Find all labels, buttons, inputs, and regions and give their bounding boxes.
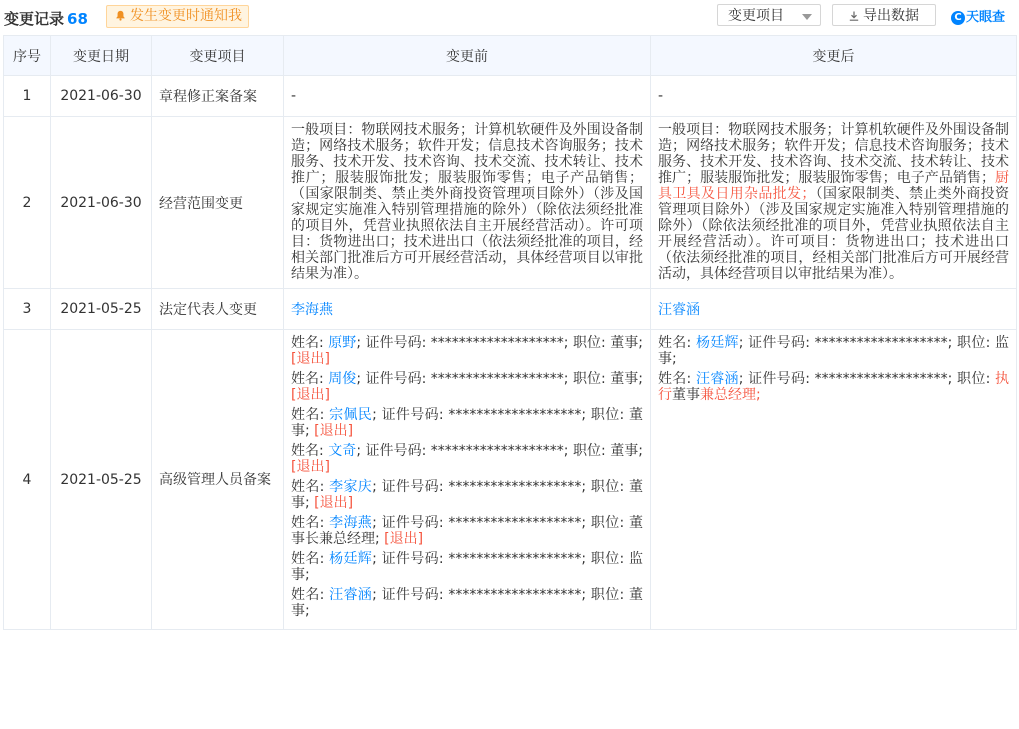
exit-tag: [退出]: [291, 351, 330, 367]
person-name-label: 姓名:: [291, 407, 330, 423]
added-role: 兼总经理;: [700, 387, 761, 403]
change-record-table: [3, 35, 1017, 630]
person-link[interactable]: 李家庆: [329, 479, 373, 495]
export-label: 导出数据: [863, 8, 919, 24]
person-link[interactable]: 杨廷辉: [695, 335, 739, 351]
person-link[interactable]: 李海燕: [291, 302, 333, 318]
exit-tag: [退出]: [291, 459, 330, 475]
person-entry: [658, 335, 1009, 367]
person-details: ; 证件号码: *******************; 职位:: [738, 335, 995, 351]
row-before: [284, 330, 651, 630]
row-index: 4: [4, 330, 51, 630]
topbar: [0, 0, 1019, 34]
person-name-label: 姓名:: [658, 371, 696, 387]
person-entry: [658, 371, 1009, 403]
person-name-label: 姓名:: [658, 335, 696, 351]
person-name-label: 姓名:: [291, 335, 329, 351]
after-text: 一般项目：物联网技术服务；计算机软硬件及外围设备制造；网络技术服务；软件开发；信息技术咨询服务；技术服务、技术开发、技术咨询、技术交流、技术转让、技术推广；服装服饰批发；服装服饰零售；电子产品销售；: [658, 122, 1009, 186]
person-details: ; 证件号码: *******************; 职位: 董事;: [356, 335, 644, 351]
person-link[interactable]: 宗佩民: [329, 407, 373, 423]
column-header-item: 变更项目: [152, 36, 284, 76]
person-details: ; 证件号码: *******************; 职位: 董事;: [291, 479, 643, 511]
person-details: ; 证件号码: *******************; 职位: 董事;: [291, 587, 643, 619]
row-before: -: [284, 76, 651, 117]
row-after: [651, 330, 1017, 630]
person-details: ; 证件号码: *******************; 职位: 董事;: [356, 371, 644, 387]
column-header-after: 变更后: [651, 36, 1017, 76]
brand-logo[interactable]: [951, 6, 1005, 25]
record-count: 68: [67, 10, 88, 28]
exit-tag: [退出]: [291, 387, 330, 403]
row-date: 2021-06-30: [51, 117, 152, 289]
brand-mark-icon: C: [951, 11, 965, 25]
row-after: [651, 289, 1017, 330]
person-link[interactable]: 原野: [328, 335, 357, 351]
person-link[interactable]: 李海燕: [329, 515, 373, 531]
person-entry: [291, 551, 643, 583]
column-header-before: 变更前: [284, 36, 651, 76]
brand-name: 天眼查: [966, 10, 1006, 25]
person-entry: [291, 371, 643, 403]
row-item: 高级管理人员备案: [152, 330, 284, 630]
row-item: 法定代表人变更: [152, 289, 284, 330]
notify-button[interactable]: [106, 5, 249, 28]
person-name-label: 姓名:: [291, 587, 330, 603]
column-header-date: 变更日期: [51, 36, 152, 76]
person-role: 监事;: [658, 335, 1009, 367]
table-row: [4, 289, 1017, 330]
person-link[interactable]: 周俊: [328, 371, 357, 387]
download-icon: [849, 11, 859, 21]
exit-tag: [退出]: [314, 495, 354, 511]
person-name-label: 姓名:: [291, 371, 329, 387]
person-link[interactable]: 汪睿涵: [658, 302, 700, 318]
person-details: ; 证件号码: *******************; 职位: 董事;: [356, 443, 644, 459]
person-entry: [291, 335, 643, 367]
chevron-down-icon: [802, 14, 812, 20]
row-index: 1: [4, 76, 51, 117]
person-link[interactable]: 汪睿涵: [329, 587, 373, 603]
table-header-row: [4, 36, 1017, 76]
row-index: 2: [4, 117, 51, 289]
person-details: ; 证件号码: *******************; 职位: 监事;: [291, 551, 643, 583]
row-item: 章程修正案备案: [152, 76, 284, 117]
person-name-label: 姓名:: [291, 443, 329, 459]
person-role: 董事: [672, 387, 700, 403]
exit-tag: [退出]: [384, 531, 424, 547]
exit-tag: [退出]: [314, 423, 354, 439]
person-entry: [291, 587, 643, 619]
added-text: 厨具卫具及日用杂品批发；: [658, 170, 1010, 202]
person-entry: [291, 515, 643, 547]
row-after: -: [651, 76, 1017, 117]
person-details: ; 证件号码: *******************; 职位: 董事长兼总经理;: [291, 515, 643, 547]
person-link[interactable]: 汪睿涵: [695, 371, 739, 387]
person-name-label: 姓名:: [291, 515, 330, 531]
section-title: [4, 8, 88, 29]
row-before: [284, 289, 651, 330]
table-row: [4, 117, 1017, 289]
person-link[interactable]: 杨廷辉: [329, 551, 373, 567]
section-title-text: 变更记录: [4, 10, 65, 28]
after-text: （国家限制类、禁止类外商投资管理项目除外）（涉及国家规定实施准入特别管理措施的除外）（除依法须经批准的项目外，凭营业执照依法自主开展经营活动）。许可项目：货物进出口；技术进出口（依法须经批准的项目，经相关部门批准后方可开展经营活动，具体经营项目以审批结果为准）。: [658, 186, 1010, 282]
row-index: 3: [4, 289, 51, 330]
person-link[interactable]: 文奇: [328, 443, 357, 459]
column-header-index: 序号: [4, 36, 51, 76]
row-before: 一般项目：物联网技术服务；计算机软硬件及外围设备制造；网络技术服务；软件开发；信息技术咨询服务；技术服务、技术开发、技术咨询、技术交流、技术转让、技术推广；服装服饰批发；服装服饰零售；电子产品销售；（国家限制类、禁止类外商投资管理项目除外）（涉及国家规定实施准入特别管理措施的除外）（除依法须经批准的项目外，凭营业执照依法自主开展经营活动）。许可项目：货物进出口；技术进出口（依法须经批准的项目，经相关部门批准后方可开展经营活动，具体经营项目以审批结果为准）。: [284, 117, 651, 289]
row-date: 2021-06-30: [51, 76, 152, 117]
notify-label: 发生变更时通知我: [130, 8, 242, 24]
person-name-label: 姓名:: [291, 551, 330, 567]
table-row: [4, 330, 1017, 630]
row-after: [651, 117, 1017, 289]
person-entry: [291, 479, 643, 511]
filter-label: 变更项目: [728, 8, 784, 24]
table-row: [4, 76, 1017, 117]
change-item-filter[interactable]: [717, 4, 821, 26]
export-button[interactable]: [832, 4, 936, 26]
added-role: 执行: [658, 371, 1009, 403]
bell-icon: [115, 10, 126, 21]
row-date: 2021-05-25: [51, 330, 152, 630]
row-date: 2021-05-25: [51, 289, 152, 330]
person-entry: [291, 443, 643, 475]
person-details: ; 证件号码: *******************; 职位: 董事;: [291, 407, 643, 439]
person-entry: [291, 407, 643, 439]
person-name-label: 姓名:: [291, 479, 330, 495]
row-item: 经营范围变更: [152, 117, 284, 289]
person-details: ; 证件号码: *******************; 职位:: [738, 371, 995, 387]
